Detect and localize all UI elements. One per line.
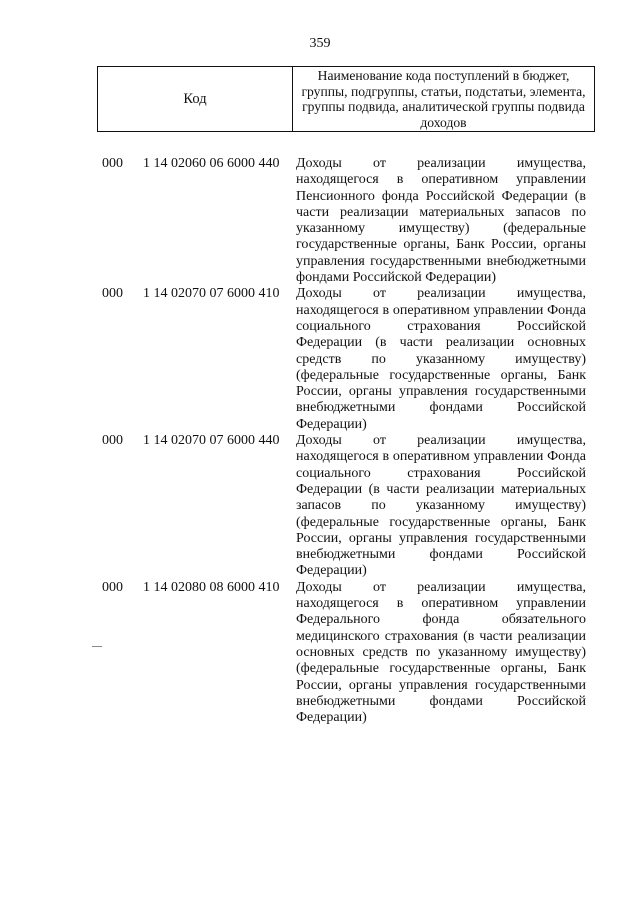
table-row [97,433,597,580]
revenue-description: Доходы от реализации имущества, находящегося в оперативном управлении Федерального фонда обязательного медицинского страхования (в части реализации основных средств по указанному имуществу) (федеральные государственные органы, Банк России, органы управления государственными внебюджетными фондами Российской Федерации) [296,579,586,726]
revenue-description: Доходы от реализации имущества, находящегося в оперативном управлении Фонда социального страхования Российской Федерации (в части реализации основных средств по указанному имуществу) (федеральные государственные органы, Банк России, органы управления государственными внебюджетными фондами Российской Федерации) [296,286,586,432]
scan-artifact [92,646,102,647]
header-code-label: Код [98,67,293,131]
revenue-code: 1 14 02070 07 6000 410 [143,286,280,302]
table-row [97,580,597,727]
table-header [97,66,595,132]
admin-code: 000 [102,433,123,449]
revenue-code-list [97,156,597,726]
revenue-description: Доходы от реализации имущества, находящегося в оперативном управлении Фонда социального страхования Российской Федерации (в части реализации материальных запасов по указанному имуществу) (федеральные государственные органы, Банк России, органы управления государственными внебюджетными фондами Российской Федерации) [296,433,586,579]
page-number: 359 [309,36,331,51]
admin-code: 000 [102,286,123,302]
header-name-label: Наименование кода поступлений в бюджет, группы, подгруппы, статьи, подстатьи, элемента, группы подвида, аналитической группы подвида доходов [301,68,586,130]
admin-code: 000 [102,156,123,171]
revenue-description: Доходы от реализации имущества, находящегося в оперативном управлении Пенсионного фонда Российской Федерации (в части реализации материальных запасов по указанному имуществу) (федеральные государственные органы, Банк России, органы управления государственными внебюджетными фондами Российской Федерации) [296,156,586,286]
admin-code: 000 [102,579,123,595]
table-row [97,156,597,286]
revenue-code: 1 14 02070 07 6000 440 [143,433,280,449]
revenue-code: 1 14 02080 08 6000 410 [143,579,280,595]
table-row [97,286,597,433]
revenue-code: 1 14 02060 06 6000 440 [143,156,280,171]
